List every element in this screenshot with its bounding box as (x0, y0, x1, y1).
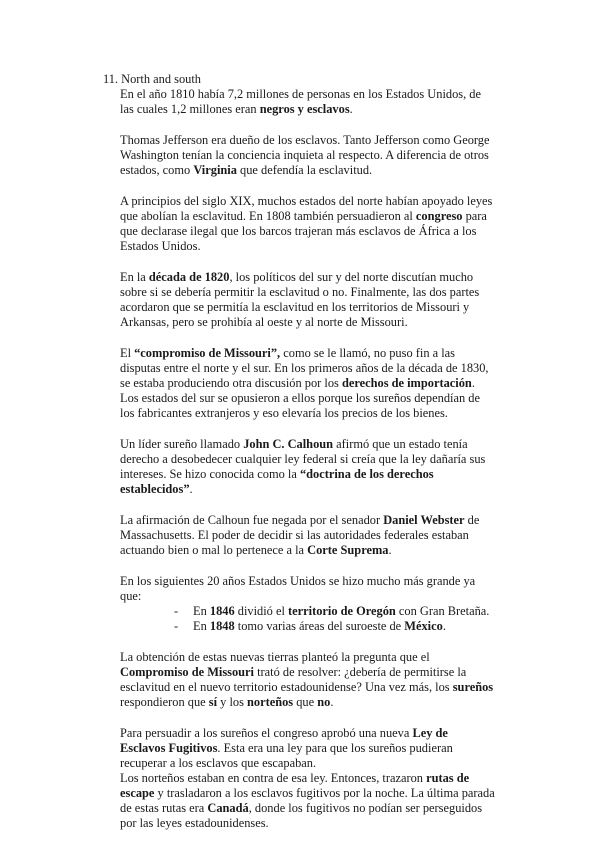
text: respondieron que (120, 695, 209, 709)
text: En la (120, 270, 149, 284)
text: dividió el (234, 604, 289, 618)
paragraph-expansion (120, 574, 496, 604)
text: y trasladaron a los esclavos fugitivos por la noche. La última parada de estas rutas era (120, 786, 495, 815)
text: trató de resolver: ¿debería de permitirse la esclavitud en el nuevo territorio estadounidense? Una vez más, los (120, 665, 467, 694)
text: con Gran Bretaña. (395, 604, 490, 618)
text: A principios del siglo XIX, muchos estados del norte habían apoyado leyes que abolían la esclavitud. En 1808 también persuadieron al (120, 194, 493, 223)
text: La obtención de estas nuevas tierras planteó la pregunta que el (120, 650, 430, 664)
bold-text: Virginia (193, 163, 237, 177)
list-item (120, 619, 496, 634)
text: En el año 1810 había 7,2 millones de personas en los Estados Unidos, de las cuales 1,2 millones eran (120, 87, 481, 116)
bold-text: Compromiso de Missouri (120, 665, 255, 679)
text: y los (217, 695, 247, 709)
bold-text: 1846 (209, 604, 235, 618)
section-title: North and south (121, 72, 201, 86)
document-body (120, 87, 496, 847)
paragraph-new-territories (120, 650, 496, 710)
paragraph-1820s (120, 270, 496, 330)
text: En (193, 604, 210, 618)
expansion-list (120, 604, 496, 634)
text: . Los estados del sur se opusieron a ellos porque los sureños dependían de los fabricantes extranjeros y eso elevaría los precios de los bienes. (120, 376, 480, 420)
text: que (293, 695, 318, 709)
bold-text: congreso (415, 209, 463, 223)
bold-text: negros y esclavos (259, 102, 350, 116)
text: como se le llamó, no puso fin a las disputas entre el norte y el sur. En los primeros años de la década de 1830, se estaba produciendo otra discusión por los (120, 346, 489, 390)
bold-text: 1848 (209, 619, 235, 633)
bold-text: norteños (247, 695, 294, 709)
text: que defendía la esclavitud. (236, 163, 373, 177)
text: , los políticos del sur y del norte discutían mucho sobre si se debería permitir la esclavitud o no. Finalmente, las dos partes acordaron que se permitía la esclavitud en los territorios de Missouri y Arkansas, pero se prohibía al oeste y al norte de Missouri. (120, 270, 480, 329)
text: tomo varias áreas del suroeste de (234, 619, 405, 633)
bold-text: Daniel Webster (383, 513, 465, 527)
paragraph-missouri-compromise (120, 346, 496, 421)
paragraph-webster (120, 513, 496, 558)
section-heading (103, 72, 201, 87)
paragraph-calhoun (120, 437, 496, 497)
text: . (349, 102, 353, 116)
text: . (330, 695, 334, 709)
text: En (193, 619, 210, 633)
paragraph-jefferson (120, 133, 496, 178)
text: La afirmación de Calhoun fue negada por el senador (120, 513, 384, 527)
text: , donde los fugitivos no podían ser perseguidos por las leyes estadounidenses. (120, 801, 483, 830)
text: En los siguientes 20 años Estados Unidos se hizo mucho más grande ya que: (120, 574, 476, 603)
bold-text: Canadá (207, 801, 249, 815)
text: . Esta era una ley para que los sureños pudieran recuperar a los esclavos que escapaban. (120, 741, 453, 770)
bold-text: década de 1820 (148, 270, 230, 284)
paragraph-abolition (120, 194, 496, 254)
text: El (120, 346, 135, 360)
bold-text: derechos de importación (341, 376, 472, 390)
text: . (189, 482, 193, 496)
bold-text: sí (208, 695, 218, 709)
paragraph-fugitive-law (120, 726, 496, 771)
text: Para persuadir a los sureños el congreso aprobó una nueva (120, 726, 413, 740)
bold-text: sureños (452, 680, 494, 694)
section-number: 11. (103, 72, 119, 86)
bold-text: “compromiso de Missouri”, (134, 346, 281, 360)
bold-text: no (317, 695, 331, 709)
bold-text: territorio de Oregón (288, 604, 396, 618)
text: . (442, 619, 446, 633)
paragraph-population (120, 87, 496, 117)
bold-text: Corte Suprema (307, 543, 389, 557)
bold-text: México (404, 619, 443, 633)
text: de Massachusetts. El poder de decidir si las autoridades federales estaban actuando bien o mal lo pertenece a la (120, 513, 480, 557)
text: . (388, 543, 392, 557)
list-item (120, 604, 496, 619)
text: Los norteños estaban en contra de esa ley. Entonces, trazaron (120, 771, 427, 785)
text: Thomas Jefferson era dueño de los esclavos. Tanto Jefferson como George Washington tenían la conciencia inquieta al respecto. A diferencia de otros estados, como (120, 133, 490, 177)
bold-text: rutas de escape (120, 771, 470, 800)
text: afirmó que un estado tenía derecho a desobedecer cualquier ley federal si creía que la ley dañaría sus intereses. Se hizo conocida como la (120, 437, 486, 481)
text: Un líder sureño llamado (120, 437, 244, 451)
bold-text: John C. Calhoun (243, 437, 334, 451)
bold-text: “doctrina de los derechos establecidos” (120, 467, 434, 496)
text: para que declarase ilegal que los barcos trajeran más esclavos de África a los Estados Unidos. (120, 209, 487, 253)
bold-text: Ley de Esclavos Fugitivos (120, 726, 448, 755)
paragraph-escape-routes (120, 771, 496, 831)
